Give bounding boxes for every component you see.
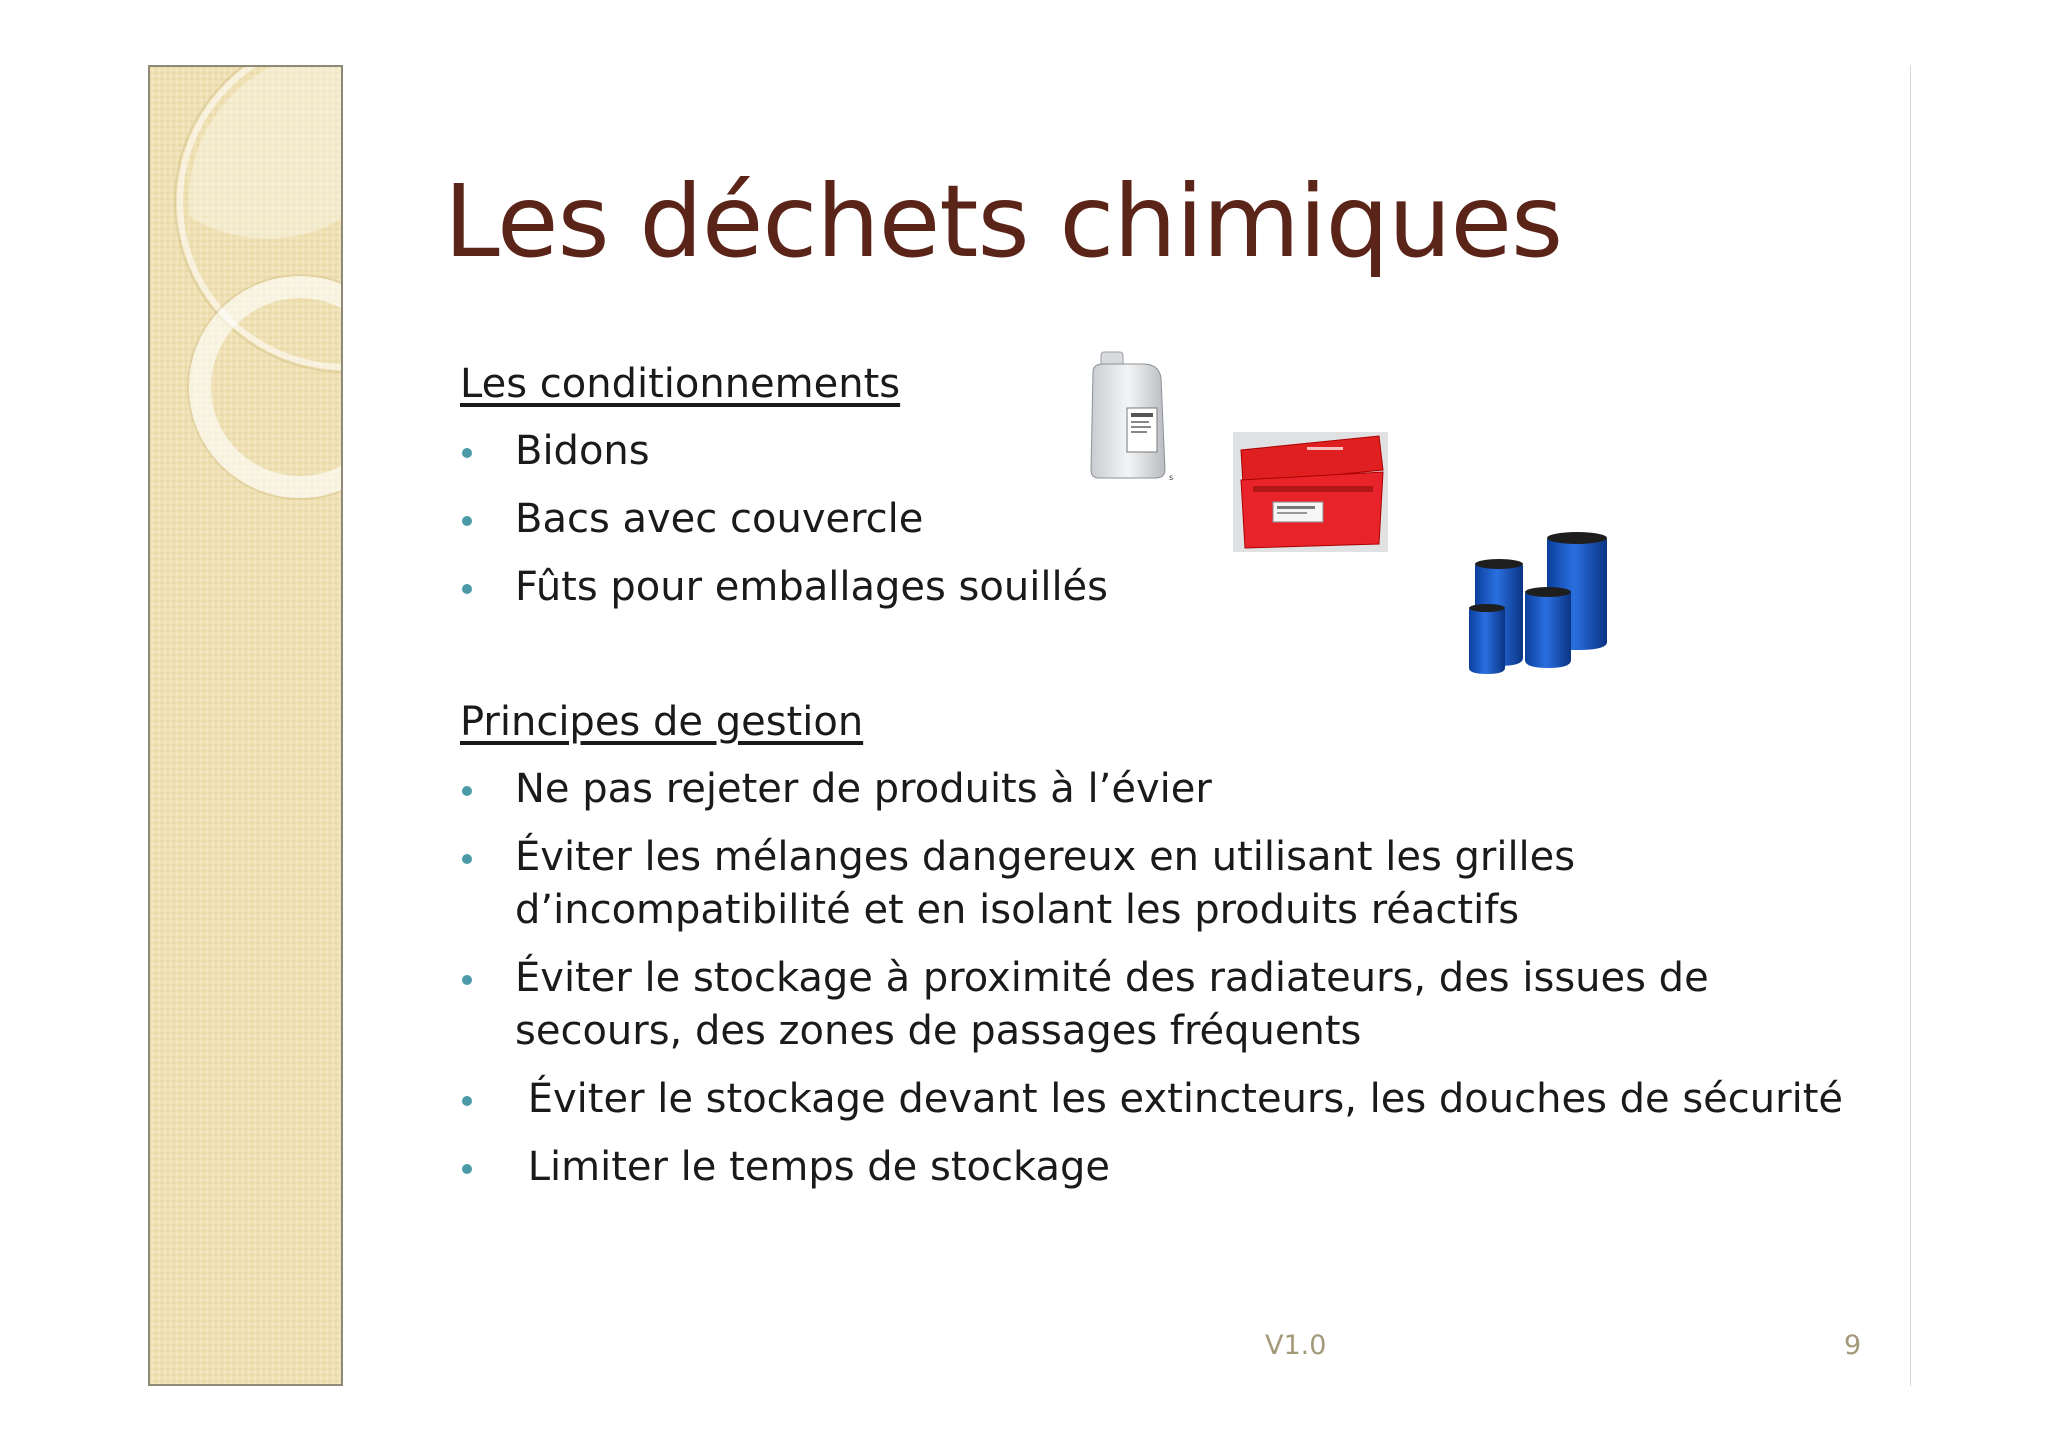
- list-item: Bacs avec couvercle: [460, 493, 1108, 546]
- list-item: Limiter le temps de stockage: [460, 1141, 1860, 1194]
- footer-version: V1.0: [1265, 1330, 1327, 1361]
- svg-text:s: s: [1169, 473, 1174, 482]
- bullet-icon: [462, 854, 472, 864]
- packaging-list: [460, 425, 1108, 629]
- bullet-icon: [462, 516, 472, 526]
- bullet-icon: [462, 786, 472, 796]
- blue-drums-image: [1465, 510, 1630, 684]
- list-item: Éviter le stockage devant les extincteurs, les douches de sécurité: [460, 1073, 1860, 1126]
- bullet-icon: [462, 1164, 472, 1174]
- jerrycan-image: [1085, 350, 1177, 486]
- bullet-icon: [462, 975, 472, 985]
- management-heading: Principes de gestion: [460, 699, 864, 745]
- decorative-side-band: [148, 65, 343, 1386]
- bullet-icon: [462, 584, 472, 594]
- management-list: [460, 763, 1860, 1209]
- list-item: Éviter les mélanges dangereux en utilisant les grilles d’incompatibilité et en isolant les produits réactifs: [460, 831, 1860, 937]
- red-crate-image: [1233, 432, 1388, 556]
- packaging-heading: Les conditionnements: [460, 361, 901, 407]
- footer-page-number: 9: [1844, 1330, 1862, 1361]
- slide-title: Les déchets chimiques: [444, 163, 1563, 280]
- list-item: Éviter le stockage à proximité des radiateurs, des issues de secours, des zones de passages fréquents: [460, 952, 1860, 1058]
- bullet-icon: [462, 1096, 472, 1106]
- list-item: Bidons: [460, 425, 1108, 478]
- list-item: Fûts pour emballages souillés: [460, 561, 1108, 614]
- decorative-circles: [150, 67, 343, 1386]
- list-item: Ne pas rejeter de produits à l’évier: [460, 763, 1860, 816]
- right-divider: [1910, 65, 1911, 1386]
- bullet-icon: [462, 448, 472, 458]
